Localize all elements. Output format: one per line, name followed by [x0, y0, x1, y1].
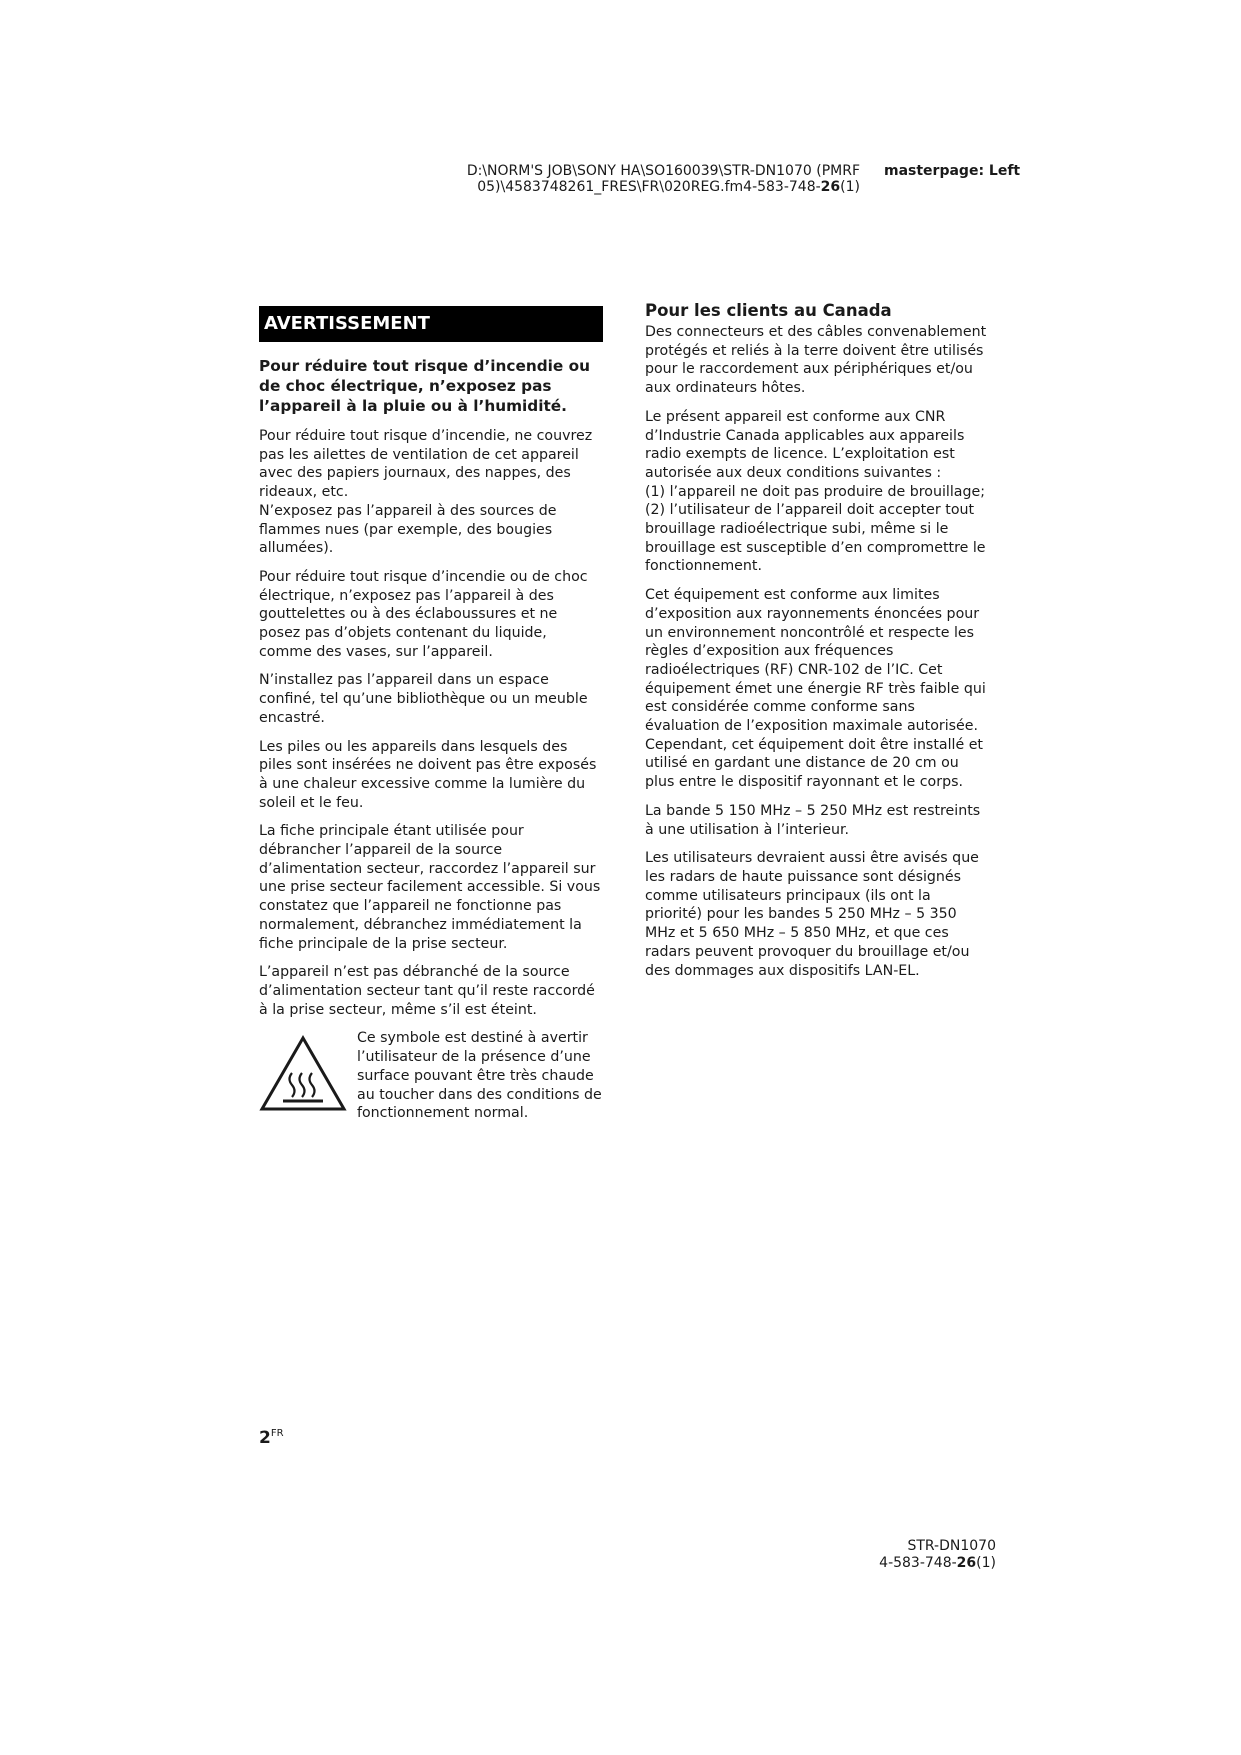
warning-paragraph: Pour réduire tout risque d’incendie ou de choc électrique, n’exposez pas l’appareil à des gouttelettes ou à des éclaboussures et ne posez pas d’objets contenant du liquide, comme des vases, sur l’appareil.	[259, 568, 588, 660]
warning-paragraph-part-1: Pour réduire tout risque d’incendie, ne couvrez pas les ailettes de ventilation de cet appareil avec des papiers journaux, des nappes, des rideaux, etc.	[259, 428, 593, 501]
masterpage-label: masterpage: Left	[884, 163, 1021, 179]
file-path-line-2-suffix: (1)	[840, 179, 860, 195]
page-number	[259, 1428, 284, 1448]
warning-paragraph: La fiche principale étant utilisée pour débrancher l’appareil de la source d’alimentation secteur, raccordez l’appareil sur une prise secteur facilement accessible. Si vous constatez que l’appareil ne fonctionne pas normalement, débranchez immédiatement la fiche principale de la prise secteur.	[259, 823, 601, 952]
canada-paragraph-part-2: (1) l’appareil ne doit pas produire de brouillage;	[645, 483, 986, 500]
file-path-line-2-bold: 26	[820, 179, 841, 195]
warning-paragraph	[259, 427, 603, 558]
warning-paragraph: Les piles ou les appareils dans lesquels des piles sont insérées ne doivent pas être exposés à une chaleur excessive comme la lumière du soleil et le feu.	[259, 738, 597, 811]
footer-code-prefix: 4-583-748-	[879, 1555, 957, 1571]
page-language-code: FR	[270, 1428, 284, 1439]
canada-paragraph-part-3: (2) l’utilisateur de l’appareil doit accepter tout brouillage radioélectrique subi, même si le brouillage est susceptible d’en compromettre le fonctionnement.	[645, 502, 986, 575]
file-path-line-2-prefix: 05)\4583748261_FRES\FR\020REG.fm4-583-748-	[477, 179, 821, 195]
footer-code-suffix: (1)	[976, 1555, 996, 1571]
footer-model: STR-DN1070	[907, 1538, 996, 1554]
left-column	[259, 300, 603, 1123]
footer-model-code	[860, 1538, 996, 1572]
footer-code	[860, 1555, 996, 1572]
right-column	[645, 300, 991, 990]
file-path-line-1: D:\NORM'S JOB\SONY HA\SO160039\STR-DN1070 (PMRF	[466, 163, 860, 179]
page-number-value: 2	[259, 1428, 271, 1448]
hot-surface-warning-icon	[259, 1035, 347, 1113]
canada-paragraph: Les utilisateurs devraient aussi être avisés que les radars de haute puissance sont désignés comme utilisateurs principaux (ils ont la priorité) pour les bandes 5 250 MHz – 5 350 MHz et 5 650 MHz – 5 850 MHz, et que ces radars peuvent provoquer du brouillage et/ou des dommages aux dispositifs LAN-EL.	[645, 850, 979, 979]
warning-paragraph: L’appareil n’est pas débranché de la source d’alimentation secteur tant qu’il reste raccordé à la prise secteur, même s’il est éteint.	[259, 964, 595, 1018]
hot-surface-symbol-row	[259, 1029, 603, 1123]
hot-surface-symbol-description: Ce symbole est destiné à avertir l’utilisateur de la présence d’une surface pouvant être très chaude au toucher dans des conditions de fonctionnement normal.	[357, 1030, 602, 1122]
file-path-header	[440, 163, 860, 195]
file-path-line-2	[440, 179, 860, 195]
canada-paragraph-part-1: Le présent appareil est conforme aux CNR d’Industrie Canada applicables aux appareils radio exempts de licence. L’exploitation est autorisée aux deux conditions suivantes :	[645, 408, 965, 481]
warning-paragraph-part-2: N’exposez pas l’appareil à des sources de flammes nues (par exemple, des bougies allumées).	[259, 502, 557, 557]
warning-banner: AVERTISSEMENT	[259, 306, 603, 342]
footer-code-bold: 26	[956, 1555, 977, 1571]
canada-paragraph: La bande 5 150 MHz – 5 250 MHz est restreints à une utilisation à l’interieur.	[645, 802, 981, 838]
canada-paragraph: Des connecteurs et des câbles convenablement protégés et reliés à la terre doivent être utilisés pour le raccordement aux périphériques et/ou aux ordinateurs hôtes.	[645, 324, 987, 397]
canada-paragraph: Cet équipement est conforme aux limites d’exposition aux rayonnements énoncées pour un environnement noncontrôlé et respecte les règles d’exposition aux fréquences radioélectriques (RF) CNR-102 de l’IC. Cet équipement émet une énergie RF très faible qui est considérée comme conforme sans évaluation de l’exposition maximale autorisée. Cependant, cet équipement doit être installé et utilisé en gardant une distance de 20 cm ou plus entre le dispositif rayonnant et le corps.	[645, 587, 986, 791]
warning-paragraph: N’installez pas l’appareil dans un espace confiné, tel qu’une bibliothèque ou un meuble encastré.	[259, 672, 588, 726]
canada-paragraph	[645, 408, 991, 576]
warning-lead: Pour réduire tout risque d’incendie ou de choc électrique, n’exposez pas l’appareil à la pluie ou à l’humidité.	[259, 357, 591, 415]
canada-section-title: Pour les clients au Canada	[645, 301, 892, 320]
